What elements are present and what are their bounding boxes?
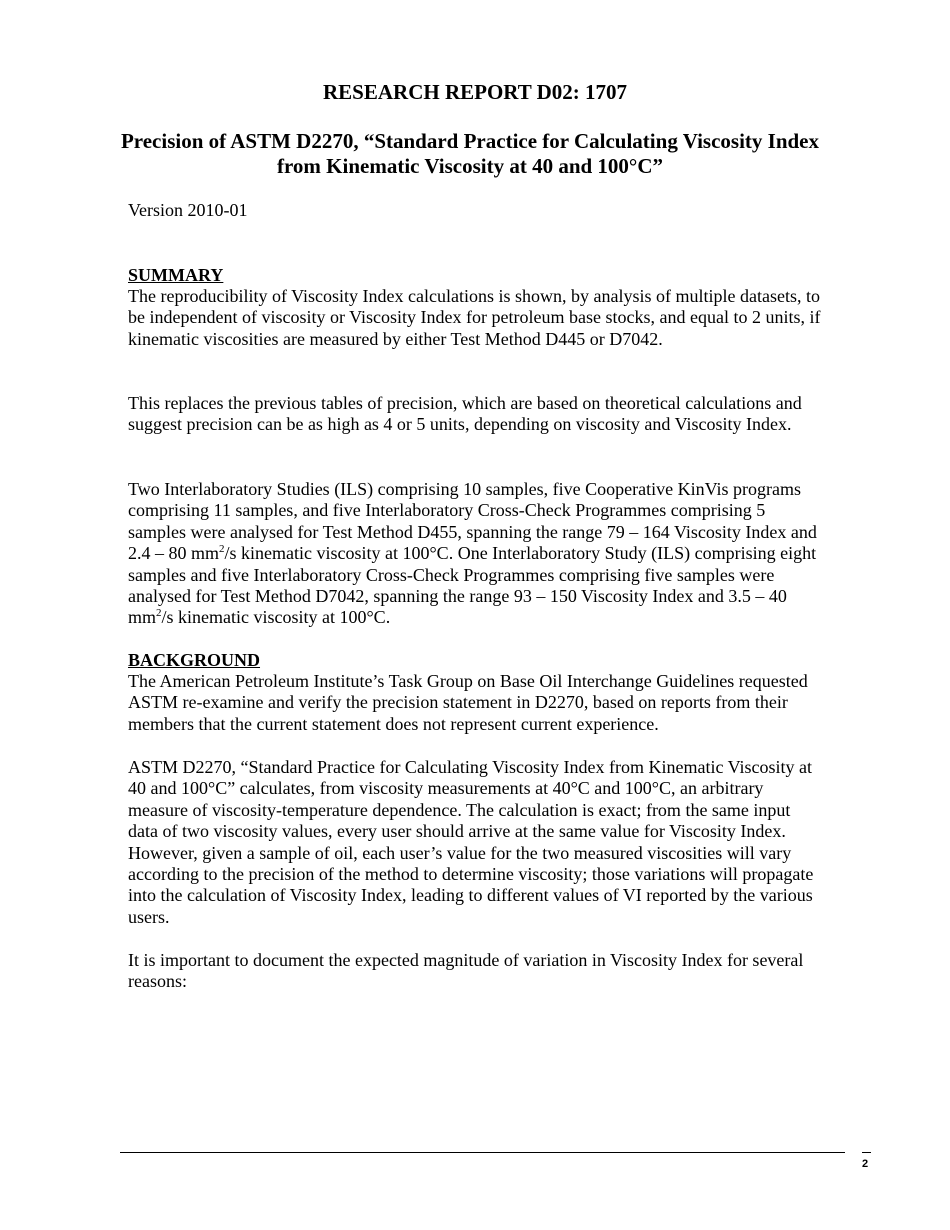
document-title: Precision of ASTM D2270, “Standard Practice for Calculating Viscosity Index from Kinematic Viscosity at 40 and 100°C”: [120, 129, 820, 178]
superscript-2: 2: [156, 607, 162, 620]
background-paragraph-2: ASTM D2270, “Standard Practice for Calculating Viscosity Index from Kinematic Viscosity at 40 and 100°C” calculates, from viscosity measurements at 40°C and 100°C, an arbitrary measure of viscosity-temperature dependence. The calculation is exact; from the same input data of two viscosity values, every user should arrive at the same value for Viscosity Index. However, given a sample of oil, each user’s value for the two measured viscosities will vary according to the precision of the method to determine viscosity; those variations will propagate into the calculation of Viscosity Index, leading to different values of VI reported by the various users.: [128, 757, 814, 927]
page-number-tick: [862, 1152, 871, 1153]
summary-paragraph-1: The reproducibility of Viscosity Index calculations is shown, by analysis of multiple datasets, to be independent of viscosity or Viscosity Index for petroleum base stocks, and equal to 2 units, if kinematic viscosities are measured by either Test Method D445 or D7042.: [128, 286, 821, 349]
background-paragraph-3: It is important to document the expected magnitude of variation in Viscosity Index for several reasons:: [128, 950, 804, 992]
background-heading: BACKGROUND: [128, 650, 261, 670]
page-number: 2: [862, 1158, 869, 1170]
report-id: RESEARCH REPORT D02: 1707: [323, 80, 627, 104]
superscript-2: 2: [219, 543, 225, 556]
summary-heading: SUMMARY: [128, 265, 224, 285]
summary-paragraph-3-part-2: /s kinematic viscosity at 100°C. One Interlaboratory Study (ILS) comprising eight samples and five Interlaboratory Cross-Check Programmes comprising five samples were analysed for Test Method D7042, spanning the range 93 – 150 Viscosity Index and 3.5 – 40 mm: [128, 543, 817, 628]
footer-divider: [120, 1152, 845, 1153]
summary-paragraph-3-part-1: Two Interlaboratory Studies (ILS) comprising 10 samples, five Cooperative KinVis programs comprising 11 samples, and five Interlaboratory Cross-Check Programmes comprising 5 samples were analysed for Test Method D455, spanning the range 79 – 164 Viscosity Index and 2.4 – 80 mm: [128, 479, 817, 564]
summary-paragraph-2: This replaces the previous tables of precision, which are based on theoretical calculations and suggest precision can be as high as 4 or 5 units, depending on viscosity and Viscosity Index.: [128, 393, 802, 435]
summary-paragraph-3-part-3: /s kinematic viscosity at 100°C.: [161, 607, 391, 628]
version-label: Version 2010-01: [128, 200, 248, 220]
background-paragraph-1: The American Petroleum Institute’s Task Group on Base Oil Interchange Guidelines requested ASTM re-examine and verify the precision statement in D2270, based on reports from their members that the current statement does not represent current experience.: [128, 671, 808, 734]
summary-paragraph-3: [128, 479, 822, 629]
